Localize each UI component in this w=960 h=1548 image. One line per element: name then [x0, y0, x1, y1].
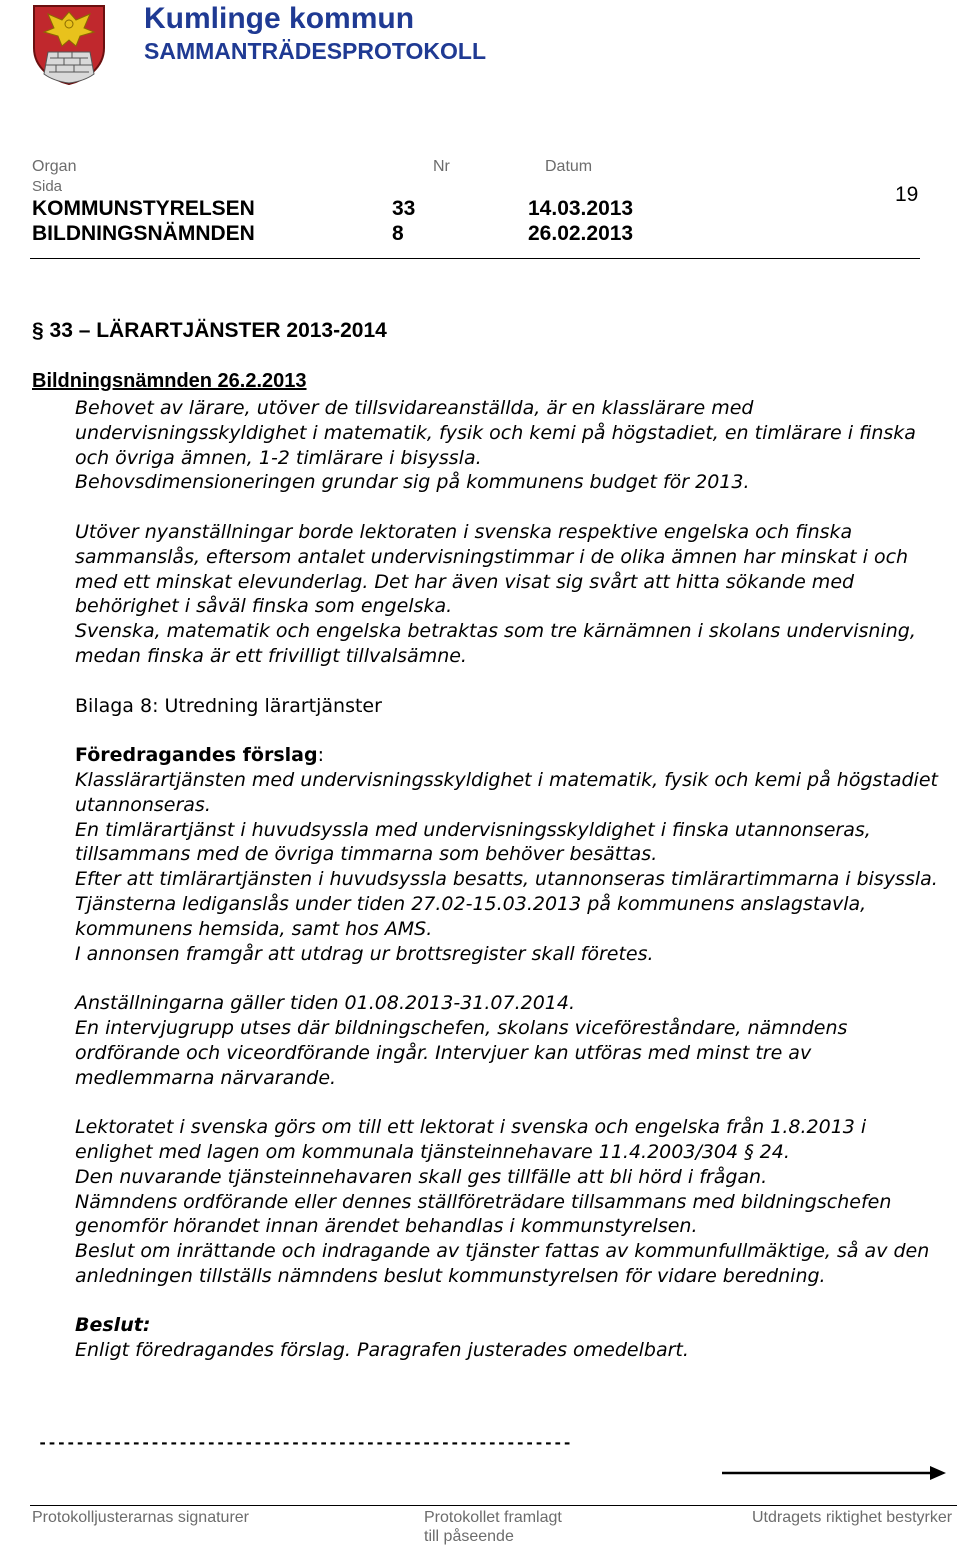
decision-label: Beslut — [75, 1314, 143, 1337]
footer-paseende: till påseende — [424, 1528, 514, 1545]
footer-signatures: Protokolljusterarnas signaturer — [32, 1509, 249, 1526]
municipality-name: Kumlinge kommun — [144, 2, 415, 35]
proposal-item-2: En timlärartjänst i huvudsyssla med undervisningsskyldighet i finska utannonseras, tillsammans med de övriga timmarna som behöver besättas. — [75, 818, 871, 866]
proposal-item-1: Klasslärartjänsten med undervisningsskyldighet i matematik, fysik och kemi på högstadiet utannonseras. — [75, 768, 938, 816]
hearing-right: Den nuvarande tjänsteinnehavaren skall ges tillfälle att bli hörd i frågan. — [75, 1165, 768, 1188]
footer-divider — [30, 1505, 957, 1506]
interview-group: En intervjugrupp utses där bildningschefen, skolans viceföreståndare, nämndens ordförande och viceordförande ingår. Intervjuer kan utföras med minst tre av medlemmarna närvarande. — [75, 1016, 848, 1089]
label-nr: Nr — [433, 158, 450, 175]
proposal-label: Föredragandes förslag — [75, 744, 318, 767]
attachment-reference: Bilaga 8: Utredning lärartjänster — [75, 694, 382, 717]
section-title: § 33 – LÄRARTJÄNSTER 2013-2014 — [32, 319, 387, 342]
nr-row-1: 33 — [392, 197, 416, 220]
proposal-heading: Föredragandes förslag: — [75, 744, 325, 767]
decision-heading: Beslut: — [75, 1314, 151, 1337]
hearing-procedure: Nämndens ordförande eller dennes ställföreträdare tillsammans med bildningschefen genomför hörandet innan ärendet behandlas i kommunstyrelsen. — [75, 1190, 892, 1238]
paragraph-need: Behovet av lärare, utöver de tillsvidareanställda, är en klasslärare med undervisningsskyldighet i matematik, fysik och kemi på högstadiet, en timlärare i finska och övriga ämnen, 1-2 timlärare i bisyssla. — [75, 397, 916, 469]
footer-bestyrker: Utdragets riktighet bestyrker — [752, 1509, 953, 1526]
section-body — [75, 396, 945, 1363]
datum-row-1: 14.03.2013 — [528, 197, 634, 220]
organ-row-1: KOMMUNSTYRELSEN — [32, 197, 255, 220]
proposal-item-4: Tjänsterna lediganslås under tiden 27.02-15.03.2013 på kommunens anslagstavla, kommunens hemsida, samt hos AMS. — [75, 892, 867, 940]
footer-framlagt: Protokollet framlagt — [424, 1509, 562, 1526]
paragraph-core-subjects: Svenska, matematik och engelska betraktas som tre kärnämnen i skolans undervisning, medan finska är ett frivilligt tillvalsämne. — [75, 620, 916, 667]
coat-of-arms-icon — [30, 2, 108, 86]
nr-row-2: 8 — [392, 222, 404, 245]
label-organ: Organ — [32, 158, 77, 175]
datum-row-2: 26.02.2013 — [528, 222, 634, 245]
header-divider — [30, 258, 920, 259]
proposal-item-3: Efter att timlärartjänsten i huvudsyssla besatts, utannonseras timlärartimmarna i bisyssla. — [75, 868, 938, 891]
dashed-separator: --------------------------------------------------------- — [38, 1434, 572, 1452]
proposal-item-5: I annonsen framgår att utdrag ur brottsregister skall företes. — [75, 942, 654, 965]
page-number: 19 — [895, 183, 919, 206]
section-subtitle: Bildningsnämnden 26.2.2013 — [32, 370, 307, 392]
paragraph-lectorates: Utöver nyanställningar borde lektoraten i svenska respektive engelska och finska sammanslås, eftersom antalet undervisningstimmar i de olika ämnen har minskat i och med ett minskat elevunderlag. Det har även visat sig svårt att hitta sökande med behörighet i såväl finska som engelska. — [75, 520, 909, 618]
document-type: SAMMANTRÄDESPROTOKOLL — [144, 38, 487, 64]
decision-authority: Beslut om inrättande och indragande av tjänster fattas av kommunfullmäktige, så av den anledningen tillställs nämndens beslut kommunstyrelsen för vidare beredning. — [75, 1240, 930, 1287]
decision-text: Enligt föredragandes förslag. Paragrafen justerades omedelbart. — [75, 1339, 689, 1362]
organ-row-2: BILDNINGSNÄMNDEN — [32, 222, 255, 245]
employment-period: Anställningarna gäller tiden 01.08.2013-31.07.2014. — [75, 992, 576, 1015]
paragraph-budget: Behovsdimensioneringen grundar sig på kommunens budget för 2013. — [75, 471, 750, 494]
right-arrow-icon — [720, 1462, 948, 1484]
label-sida: Sida — [32, 178, 63, 195]
lectorate-change: Lektoratet i svenska görs om till ett lektorat i svenska och engelska från 1.8.2013 i enlighet med lagen om kommunala tjänsteinnehavare 11.4.2003/304 § 24. — [75, 1116, 867, 1163]
label-datum: Datum — [545, 158, 593, 175]
